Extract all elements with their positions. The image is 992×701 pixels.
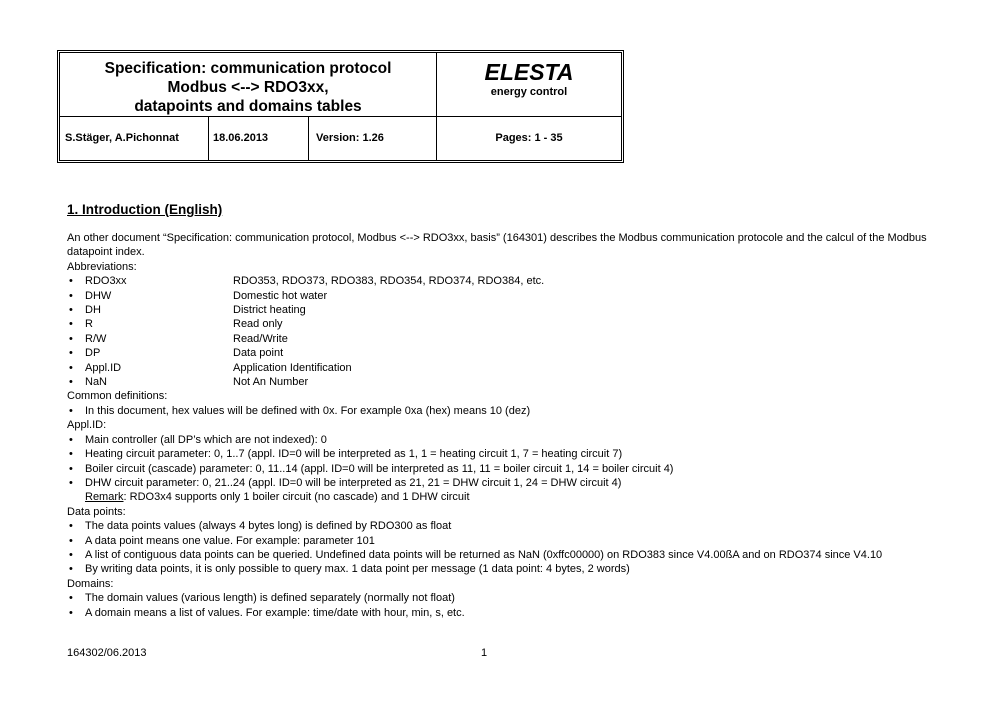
list-item: • Heating circuit parameter: 0, 1..7 (appl. ID=0 will be interpreted as 1, 1 = heating circuit 1, 7 = heating circuit 7) — [69, 448, 623, 461]
list-item-text: By writing data points, it is only possible to query max. 1 data point per message (1 data point: 4 bytes, 2 words) — [85, 563, 630, 576]
brand-logo — [437, 59, 621, 99]
abbreviation-meaning: RDO353, RDO373, RDO383, RDO354, RDO374, RDO384, etc. — [233, 275, 545, 288]
datapoints-heading: Data points: — [67, 505, 126, 518]
abbreviation-meaning: Domestic hot water — [233, 289, 328, 302]
abbreviation-term: DP — [85, 347, 101, 360]
list-item: • DHW circuit parameter: 0, 21..24 (appl. ID=0 will be interpreted as 21, 21 = DHW circuit 1, 24 = DHW circuit 4) — [69, 476, 622, 489]
abbreviation-meaning: Application Identification — [233, 361, 352, 374]
document-version: Version: 1.26 — [316, 132, 384, 144]
abbreviation-meaning: Read/Write — [233, 332, 288, 345]
header-divider — [308, 116, 309, 160]
abbreviation-item: • Appl.ID Application Identification — [69, 361, 352, 374]
remark — [67, 490, 937, 504]
list-item: • Main controller (all DP’s which are not indexed): 0 — [69, 433, 327, 446]
brand-name: ELESTA — [484, 59, 574, 85]
list-item: • The domain values (various length) is defined separately (normally not float) — [69, 592, 455, 605]
list-item-text: In this document, hex values will be defined with 0x. For example 0xa (hex) means 10 (dez) — [85, 404, 531, 417]
list-item: • By writing data points, it is only possible to query max. 1 data point per message (1 data point: 4 bytes, 2 words) — [69, 563, 630, 576]
abbreviation-item: • NaN Not An Number — [69, 376, 309, 389]
title-line: datapoints and domains tables — [134, 98, 362, 115]
document-body — [67, 231, 937, 620]
header-divider — [60, 116, 621, 117]
abbreviation-item: • DHW Domestic hot water — [69, 289, 328, 302]
abbreviation-item: • RDO3xx RDO353, RDO373, RDO383, RDO354, RDO374, RDO384, etc. — [69, 275, 545, 288]
abbreviation-term: R/W — [85, 332, 107, 345]
list-item: • The data points values (always 4 bytes long) is defined by RDO300 as float — [69, 520, 452, 533]
abbreviation-item: • R/W Read/Write — [69, 332, 288, 345]
list-item-text: Heating circuit parameter: 0, 1..7 (appl. ID=0 will be interpreted as 1, 1 = heating circuit 1, 7 = heating circuit 7) — [85, 448, 623, 461]
document-title — [60, 59, 436, 116]
list-item: • A domain means a list of values. For example: time/date with hour, min, s, etc. — [69, 606, 465, 619]
list-item: • A list of contiguous data points can be queried. Undefined data points will be returned as NaN (0xffc00000) on RDO383 since V4.00ßA and on RDO374 since V4.10 — [69, 548, 883, 561]
title-line: Modbus <--> RDO3xx, — [167, 79, 329, 96]
abbreviations-heading: Abbreviations: — [67, 260, 137, 273]
abbreviation-meaning: District heating — [233, 304, 306, 317]
list-item-text: The data points values (always 4 bytes long) is defined by RDO300 as float — [85, 520, 452, 533]
list-item-text: Boiler circuit (cascade) parameter: 0, 11..14 (appl. ID=0 will be interpreted as 11, 11 = boiler circuit 1, 14 = boiler circuit 4) — [85, 462, 674, 475]
list-item-text: A data point means one value. For example: parameter 101 — [85, 534, 375, 547]
list-item: • Boiler circuit (cascade) parameter: 0, 11..14 (appl. ID=0 will be interpreted as 11, 11 = boiler circuit 1, 14 = boiler circuit 4) — [69, 462, 674, 475]
abbreviation-item: • DP Data point — [69, 347, 284, 360]
abbreviation-meaning: Data point — [233, 347, 284, 360]
list-item-text: A list of contiguous data points can be queried. Undefined data points will be returned as NaN (0xffc00000) on RDO383 since V4.00ßA and on RDO374 since V4.10 — [85, 548, 883, 561]
abbreviation-term: DH — [85, 304, 101, 317]
abbreviation-term: R — [85, 318, 93, 331]
brand-subtitle: energy control — [490, 86, 568, 98]
abbreviation-meaning: Not An Number — [233, 376, 309, 389]
document-header-box — [57, 50, 624, 163]
section-heading: 1. Introduction (English) — [67, 202, 223, 217]
remark-text: : RDO3x4 supports only 1 boiler circuit (no cascade) and 1 DHW circuit — [123, 491, 470, 504]
intro-paragraph: An other document “Specification: communication protocol, Modbus <--> RDO3xx, basis” (164301) describes the Modbus communication protocole and the calcul of the Modbus datapoint index. — [67, 232, 927, 259]
list-item-text: DHW circuit parameter: 0, 21..24 (appl. ID=0 will be interpreted as 21, 21 = DHW circuit 1, 24 = DHW circuit 4) — [85, 476, 622, 489]
abbreviation-term: Appl.ID — [85, 361, 122, 374]
footer-document-ref: 164302/06.2013 — [67, 647, 147, 659]
list-item-text: Main controller (all DP’s which are not indexed): 0 — [85, 433, 327, 446]
list-item-text: The domain values (various length) is defined separately (normally not float) — [85, 592, 455, 605]
document-date: 18.06.2013 — [213, 132, 269, 144]
abbreviation-term: DHW — [85, 289, 112, 302]
domains-heading: Domains: — [67, 577, 114, 590]
abbreviation-item: • R Read only — [69, 318, 283, 331]
authors: S.Stäger, A.Pichonnat — [65, 132, 179, 144]
abbreviation-term: RDO3xx — [85, 275, 127, 288]
remark-label: Remark — [85, 491, 124, 504]
header-divider — [208, 116, 209, 160]
abbreviation-item: • DH District heating — [69, 304, 306, 317]
list-item: • In this document, hex values will be defined with 0x. For example 0xa (hex) means 10 (dez) — [69, 404, 531, 417]
page-range: Pages: 1 - 35 — [495, 132, 563, 144]
common-definitions-heading: Common definitions: — [67, 390, 168, 403]
list-item: • A data point means one value. For example: parameter 101 — [69, 534, 375, 547]
footer-page-number: 1 — [481, 647, 488, 659]
title-line: Specification: communication protocol — [104, 60, 392, 77]
list-item-text: A domain means a list of values. For example: time/date with hour, min, s, etc. — [85, 606, 465, 619]
abbreviation-term: NaN — [85, 376, 108, 389]
abbreviation-meaning: Read only — [233, 318, 283, 331]
applid-heading: Appl.ID: — [67, 419, 107, 432]
